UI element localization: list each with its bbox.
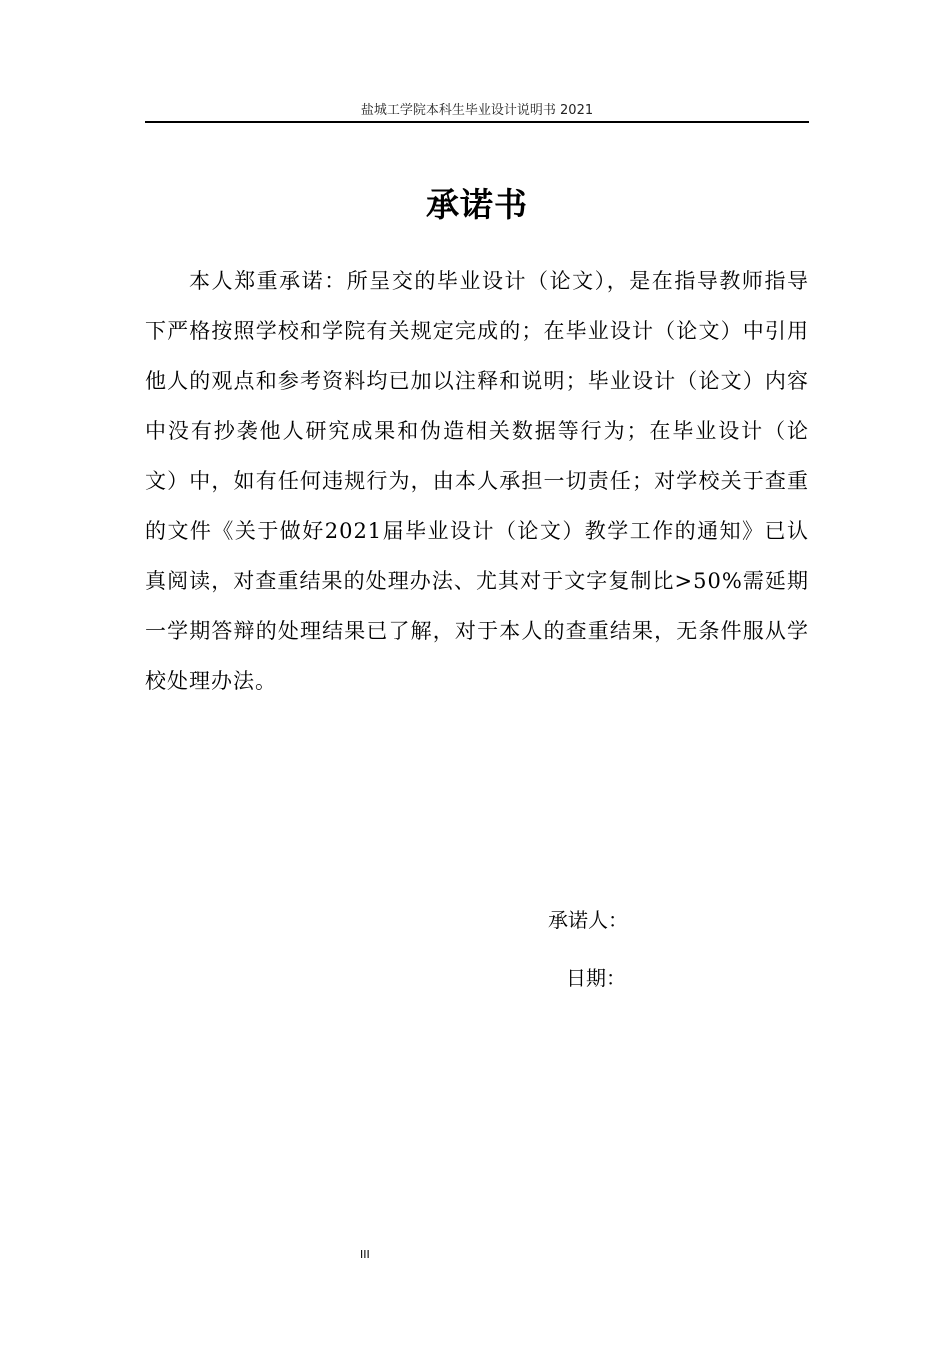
signer-label: 承诺人： — [548, 908, 628, 932]
document-title: 承诺书 — [426, 185, 528, 224]
page-header: 盐城工学院本科生毕业设计说明书 2021 — [360, 103, 594, 118]
commitment-paragraph: 本人郑重承诺：所呈交的毕业设计（论文），是在指导教师指导下严格按照学校和学院有关规定完成的；在毕业设计（论文）中引用他人的观点和参考资料均已加以注释和说明；毕业设计（论文）内容中没有抄袭他人研究成果和伪造相关数据等行为；在毕业设计（论文）中，如有任何违规行为，由本人承担一切责任；对学校关于查重的文件《关于做好2021届毕业设计（论文）教学工作的通知》已认真阅读，对查重结果的处理办法、尤其对于文字复制比>50%需延期一学期答辩的处理结果已了解，对于本人的查重结果，无条件服从学校处理办法。 — [145, 269, 809, 693]
page-number: III — [360, 1248, 370, 1261]
date-label: 日期： — [566, 966, 626, 990]
header-divider — [145, 121, 809, 123]
